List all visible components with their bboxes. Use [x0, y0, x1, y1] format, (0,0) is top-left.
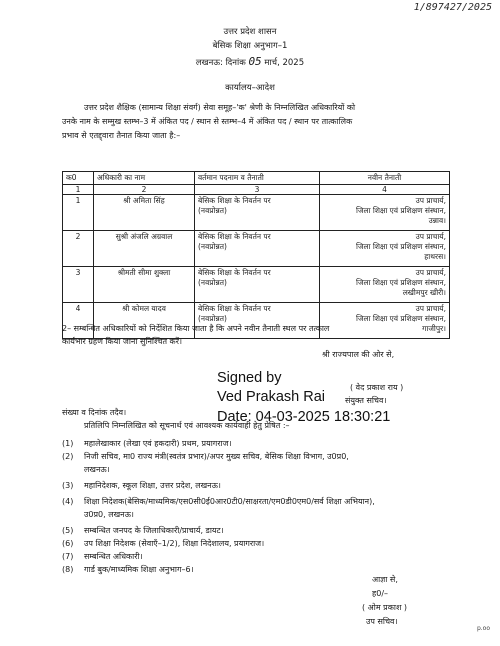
list-item: [62, 563, 375, 576]
digital-sign-date: Date: 04-03-2025 18:30:21: [217, 409, 391, 425]
new-line: उन्नाव।: [428, 216, 446, 225]
header-sno: क0: [63, 172, 94, 185]
item-text: गार्ड बुक/माध्यमिक शिक्षा अनुभाग–6।: [84, 565, 194, 574]
item-number: (8): [62, 565, 74, 574]
item-number: (2): [62, 452, 74, 461]
current-line: बेसिक शिक्षा के निवर्तन पर: [198, 304, 271, 313]
new-line: जिला शिक्षा एवं प्रशिक्षण संस्थान,: [356, 206, 446, 215]
current-line: बेसिक शिक्षा के निवर्तन पर: [198, 232, 271, 241]
new-line: जिला शिक्षा एवं प्रशिक्षण संस्थान,: [356, 242, 446, 251]
table-header-row: [63, 172, 450, 185]
item-text: शिक्षा निदेशक(बेसिक/माध्यमिक/एस0सी0ई0आर0टी0/साक्षरता/एम0डी0एम0/सर्व शिक्षा अभियान),: [84, 497, 375, 506]
new-line: उप प्राचार्य,: [415, 304, 446, 313]
item-text: महानिदेशक, स्कूल शिक्षा, उत्तर प्रदेश, लखनऊ।: [84, 481, 221, 490]
page-mark: p.oo: [476, 625, 490, 632]
current-line: बेसिक शिक्षा के निवर्तन पर: [198, 196, 271, 205]
new-line: हाथरस।: [424, 252, 446, 261]
list-item: [62, 479, 375, 492]
item-number: (6): [62, 539, 74, 548]
closing-designation: उप सचिव।: [366, 617, 398, 626]
digital-signer-name: Ved Prakash Rai: [217, 389, 326, 405]
list-item-continuation: उ0प्र0, लखनऊ।: [84, 510, 134, 519]
cell-current: [195, 267, 320, 303]
header-government: उत्तर प्रदेश शासन: [223, 27, 277, 37]
intro-line-3: प्रभाव से एतद्द्वारा तैनात किया जाता है:–: [62, 131, 181, 140]
date-prefix: लखनऊ: दिनांक: [195, 58, 246, 68]
list-item: [62, 550, 375, 563]
transfer-table: [62, 171, 450, 339]
cell-sno: 4: [63, 303, 94, 339]
new-line: लखीमपुर खीरी।: [402, 288, 446, 297]
current-line: (नवप्रोन्नत): [198, 314, 227, 323]
intro-line-1: उत्तर प्रदेश शैक्षिक (सामान्य शिक्षा संवर्ग) सेवा समूह–'क' श्रेणी के निम्नलिखित अधिकारियों को: [84, 103, 356, 112]
copy-list: [62, 437, 375, 576]
para2-line-2: कार्यभार ग्रहण किया जाना सुनिश्चित करें।: [62, 337, 183, 346]
new-line: उप प्राचार्य,: [415, 268, 446, 277]
header-new: नवीन तैनाती: [320, 172, 450, 185]
table-row: [63, 231, 450, 267]
column-number: 2: [94, 185, 195, 195]
new-line: जिला शिक्षा एवं प्रशिक्षण संस्थान,: [356, 314, 446, 323]
column-number: 3: [195, 185, 320, 195]
list-item: [62, 537, 375, 550]
header-name: अधिकारी का नाम: [94, 172, 195, 185]
cell-current: [195, 195, 320, 231]
intro-line-2: उनके नाम के सम्मुख स्तम्भ–3 में अंकित पद / स्थान से स्तम्भ–4 में अंकित पद / स्थान पर तात्कालिक: [62, 117, 353, 126]
para2-line-1: 2– सम्बन्धित अधिकारियों को निर्देशित किया जाता है कि अपने नवीन तैनाती स्थल पर तत्काल: [62, 324, 330, 333]
item-text: महालेखाकार (लेखा एवं हकदारी) प्रथम, प्रयागराज।: [84, 439, 232, 448]
column-number-row: [63, 185, 450, 195]
date-suffix: मार्च, 2025: [264, 58, 305, 68]
cell-sno: 1: [63, 195, 94, 231]
new-line: जिला शिक्षा एवं प्रशिक्षण संस्थान,: [356, 278, 446, 287]
item-text: उप शिक्षा निदेशक (सेवाएँ–1/2), शिक्षा निदेशालय, प्रयागराज।: [84, 539, 265, 548]
cell-sno: 3: [63, 267, 94, 303]
digital-signed-by: Signed by: [217, 370, 282, 386]
item-number: (1): [62, 439, 74, 448]
header-current: वर्तमान पदनाम व तैनाती: [195, 172, 320, 185]
current-line: बेसिक शिक्षा के निवर्तन पर: [198, 268, 271, 277]
copy-intro: प्रतिलिपि निम्नलिखित को सूचनार्थ एवं आवश्यक कार्यवाही हेतु प्रेषित :–: [84, 421, 290, 430]
signer-designation: संयुक्त सचिव।: [345, 396, 387, 405]
header-section: बेसिक शिक्षा अनुभाग–1: [212, 41, 288, 51]
cell-name: श्री कोमल यादव: [94, 303, 195, 339]
closing-name: ( ओम प्रकाश ): [362, 603, 408, 612]
cell-new: [320, 231, 450, 267]
cell-current: [195, 231, 320, 267]
cell-sno: 2: [63, 231, 94, 267]
item-text: निजी सचिव, मा0 राज्य मंत्री(स्वतंत्र प्रभार)/अपर मुख्य सचिव, बेसिक शिक्षा विभाग, उ0प्र0,: [84, 452, 349, 461]
cell-name: सुश्री अंजलि अग्रवाल: [94, 231, 195, 267]
cell-new: [320, 303, 450, 339]
column-number: 1: [63, 185, 94, 195]
column-number: 4: [320, 185, 450, 195]
cell-name: श्रीमती सीमा शुक्ला: [94, 267, 195, 303]
list-item: [62, 437, 375, 450]
current-line: (नवप्रोन्नत): [198, 242, 227, 251]
table-row: [63, 267, 450, 303]
item-number: (4): [62, 497, 74, 506]
new-line: उप प्राचार्य,: [415, 232, 446, 241]
table-row: [63, 195, 450, 231]
current-line: (नवप्रोन्नत): [198, 278, 227, 287]
item-number: (5): [62, 526, 74, 535]
list-item: [62, 495, 375, 508]
new-line: उप प्राचार्य,: [415, 196, 446, 205]
current-line: (नवप्रोन्नत): [198, 206, 227, 215]
closing-sign: ह0/–: [372, 589, 389, 598]
header-date: [0, 55, 500, 68]
file-number: 1/897427/2025: [413, 2, 492, 13]
copy-number-date: संख्या व दिनांक तदैव।: [62, 408, 127, 417]
cell-name: श्री अमिता सिंह: [94, 195, 195, 231]
item-number: (7): [62, 552, 74, 561]
office-order-title: कार्यालय–आदेश: [225, 83, 275, 93]
item-number: (3): [62, 481, 74, 490]
governor-line: श्री राज्यपाल की ओर से,: [322, 350, 395, 359]
item-text: सम्बन्धित अधिकारी।: [84, 552, 143, 561]
list-item: [62, 450, 375, 463]
closing-order: आज्ञा से,: [372, 575, 398, 584]
date-day: 05: [248, 55, 262, 68]
signer-hindi-name: ( वेद प्रकाश राय ): [350, 383, 404, 392]
list-item-continuation: लखनऊ।: [84, 465, 110, 474]
cell-new: [320, 195, 450, 231]
item-text: सम्बन्धित जनपद के जिलाधिकारी/प्राचार्य, डायट।: [84, 526, 224, 535]
list-item: [62, 524, 375, 537]
cell-new: [320, 267, 450, 303]
new-line: गाजीपुर।: [422, 324, 446, 333]
